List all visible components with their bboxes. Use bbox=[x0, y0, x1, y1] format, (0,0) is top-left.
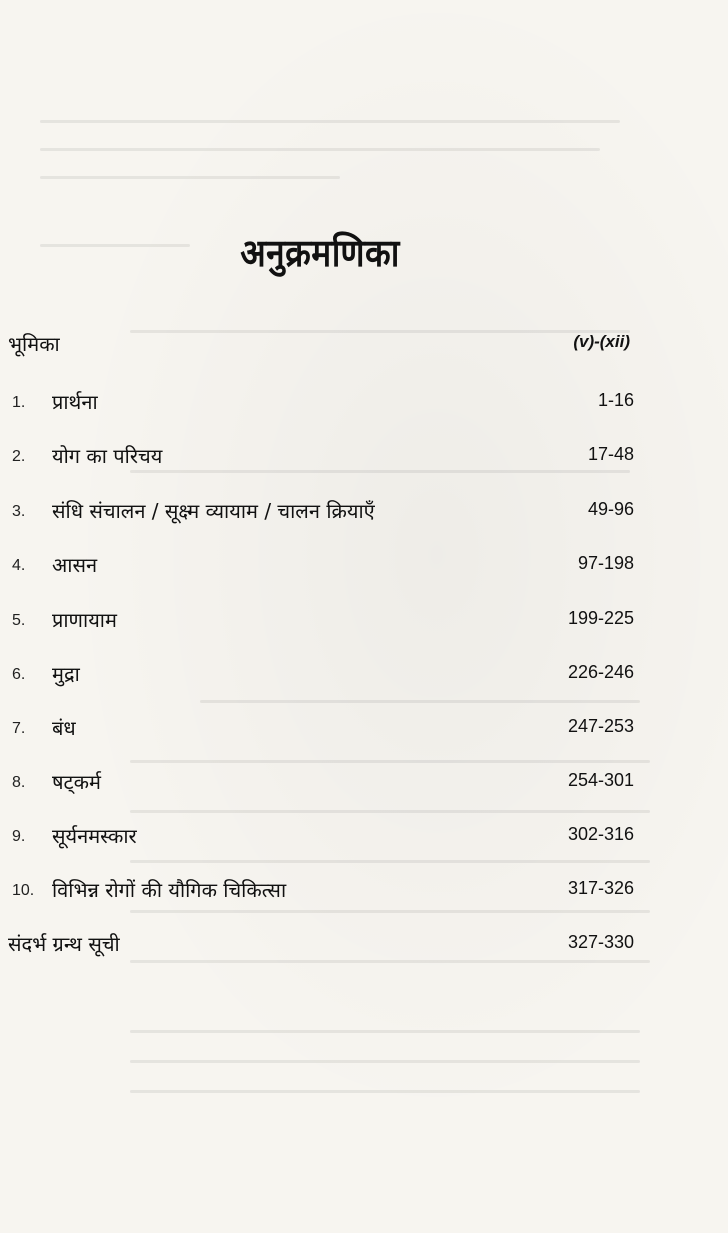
toc-entry bbox=[0, 876, 728, 906]
bleed-through-line bbox=[200, 700, 640, 703]
toc-entry-label: आसन bbox=[52, 553, 98, 577]
toc-entry bbox=[0, 714, 728, 744]
toc-entry bbox=[0, 606, 728, 636]
toc-entry-pages: (v)-(xii) bbox=[573, 332, 630, 351]
bleed-through-line bbox=[130, 860, 650, 863]
toc-entry bbox=[0, 768, 728, 798]
bleed-through-line bbox=[130, 910, 650, 913]
bleed-through-line bbox=[130, 1090, 640, 1093]
bleed-through-line bbox=[130, 1060, 640, 1063]
toc-entry-label: षट्कर्म bbox=[52, 770, 101, 794]
toc-entry bbox=[0, 551, 728, 581]
toc-entry-pages: 247-253 bbox=[567, 716, 634, 736]
toc-entry bbox=[0, 330, 728, 360]
toc-entry-pages: 254-301 bbox=[567, 770, 634, 790]
toc-entry-number: 8. bbox=[12, 774, 26, 791]
bleed-through-line bbox=[130, 760, 650, 763]
toc-entry-label: मुद्रा bbox=[52, 662, 80, 686]
toc-entry-label: प्राणायाम bbox=[52, 608, 117, 632]
toc-entry-number: 4. bbox=[12, 557, 26, 574]
toc-entry bbox=[0, 497, 728, 527]
toc-entry-number: 7. bbox=[12, 720, 26, 737]
toc-entry-pages: 199-225 bbox=[567, 608, 634, 628]
toc-entry bbox=[0, 660, 728, 690]
toc-entry-pages: 17-48 bbox=[587, 444, 634, 464]
toc-entry-pages: 327-330 bbox=[567, 932, 634, 952]
toc-entry-label: भूमिका bbox=[8, 332, 60, 356]
toc-entry-label: संदर्भ ग्रन्थ सूची bbox=[8, 932, 120, 956]
toc-entry-label: सूर्यनमस्कार bbox=[52, 824, 137, 848]
bleed-through-line bbox=[130, 1030, 640, 1033]
bleed-through-line bbox=[40, 120, 620, 123]
bleed-through-line bbox=[40, 148, 600, 151]
toc-entry-label: योग का परिचय bbox=[52, 444, 163, 468]
toc-entry-number: 5. bbox=[12, 612, 26, 629]
toc-entry-number: 10. bbox=[12, 882, 35, 899]
toc-entry bbox=[0, 822, 728, 852]
bleed-through-line bbox=[130, 960, 650, 963]
toc-entry-number: 6. bbox=[12, 666, 26, 683]
toc-entry-pages: 97-198 bbox=[577, 553, 634, 573]
toc-entry bbox=[0, 442, 728, 472]
toc-entry-label: विभिन्न रोगों की यौगिक चिकित्सा bbox=[52, 878, 287, 902]
toc-entry-number: 2. bbox=[12, 448, 26, 465]
toc-entry bbox=[0, 388, 728, 418]
bleed-through-line bbox=[40, 176, 340, 179]
toc-entry-label: बंध bbox=[52, 716, 76, 740]
toc-entry-pages: 226-246 bbox=[567, 662, 634, 682]
toc-entry-label: प्रार्थना bbox=[52, 390, 98, 414]
toc-entry-pages: 302-316 bbox=[567, 824, 634, 844]
bleed-through-line bbox=[130, 810, 650, 813]
toc-entry-pages: 1-16 bbox=[597, 390, 634, 410]
toc-entry bbox=[0, 930, 728, 960]
toc-entry-pages: 49-96 bbox=[587, 499, 634, 519]
toc-entry-pages: 317-326 bbox=[567, 878, 634, 898]
toc-entry-number: 1. bbox=[12, 394, 26, 411]
toc-entry-number: 9. bbox=[12, 828, 26, 845]
page-title: अनुक्रमणिका bbox=[240, 231, 400, 275]
toc-entry-label: संधि संचालन / सूक्ष्म व्यायाम / चालन क्रियाएँ bbox=[52, 499, 375, 523]
toc-entry-number: 3. bbox=[12, 503, 26, 520]
